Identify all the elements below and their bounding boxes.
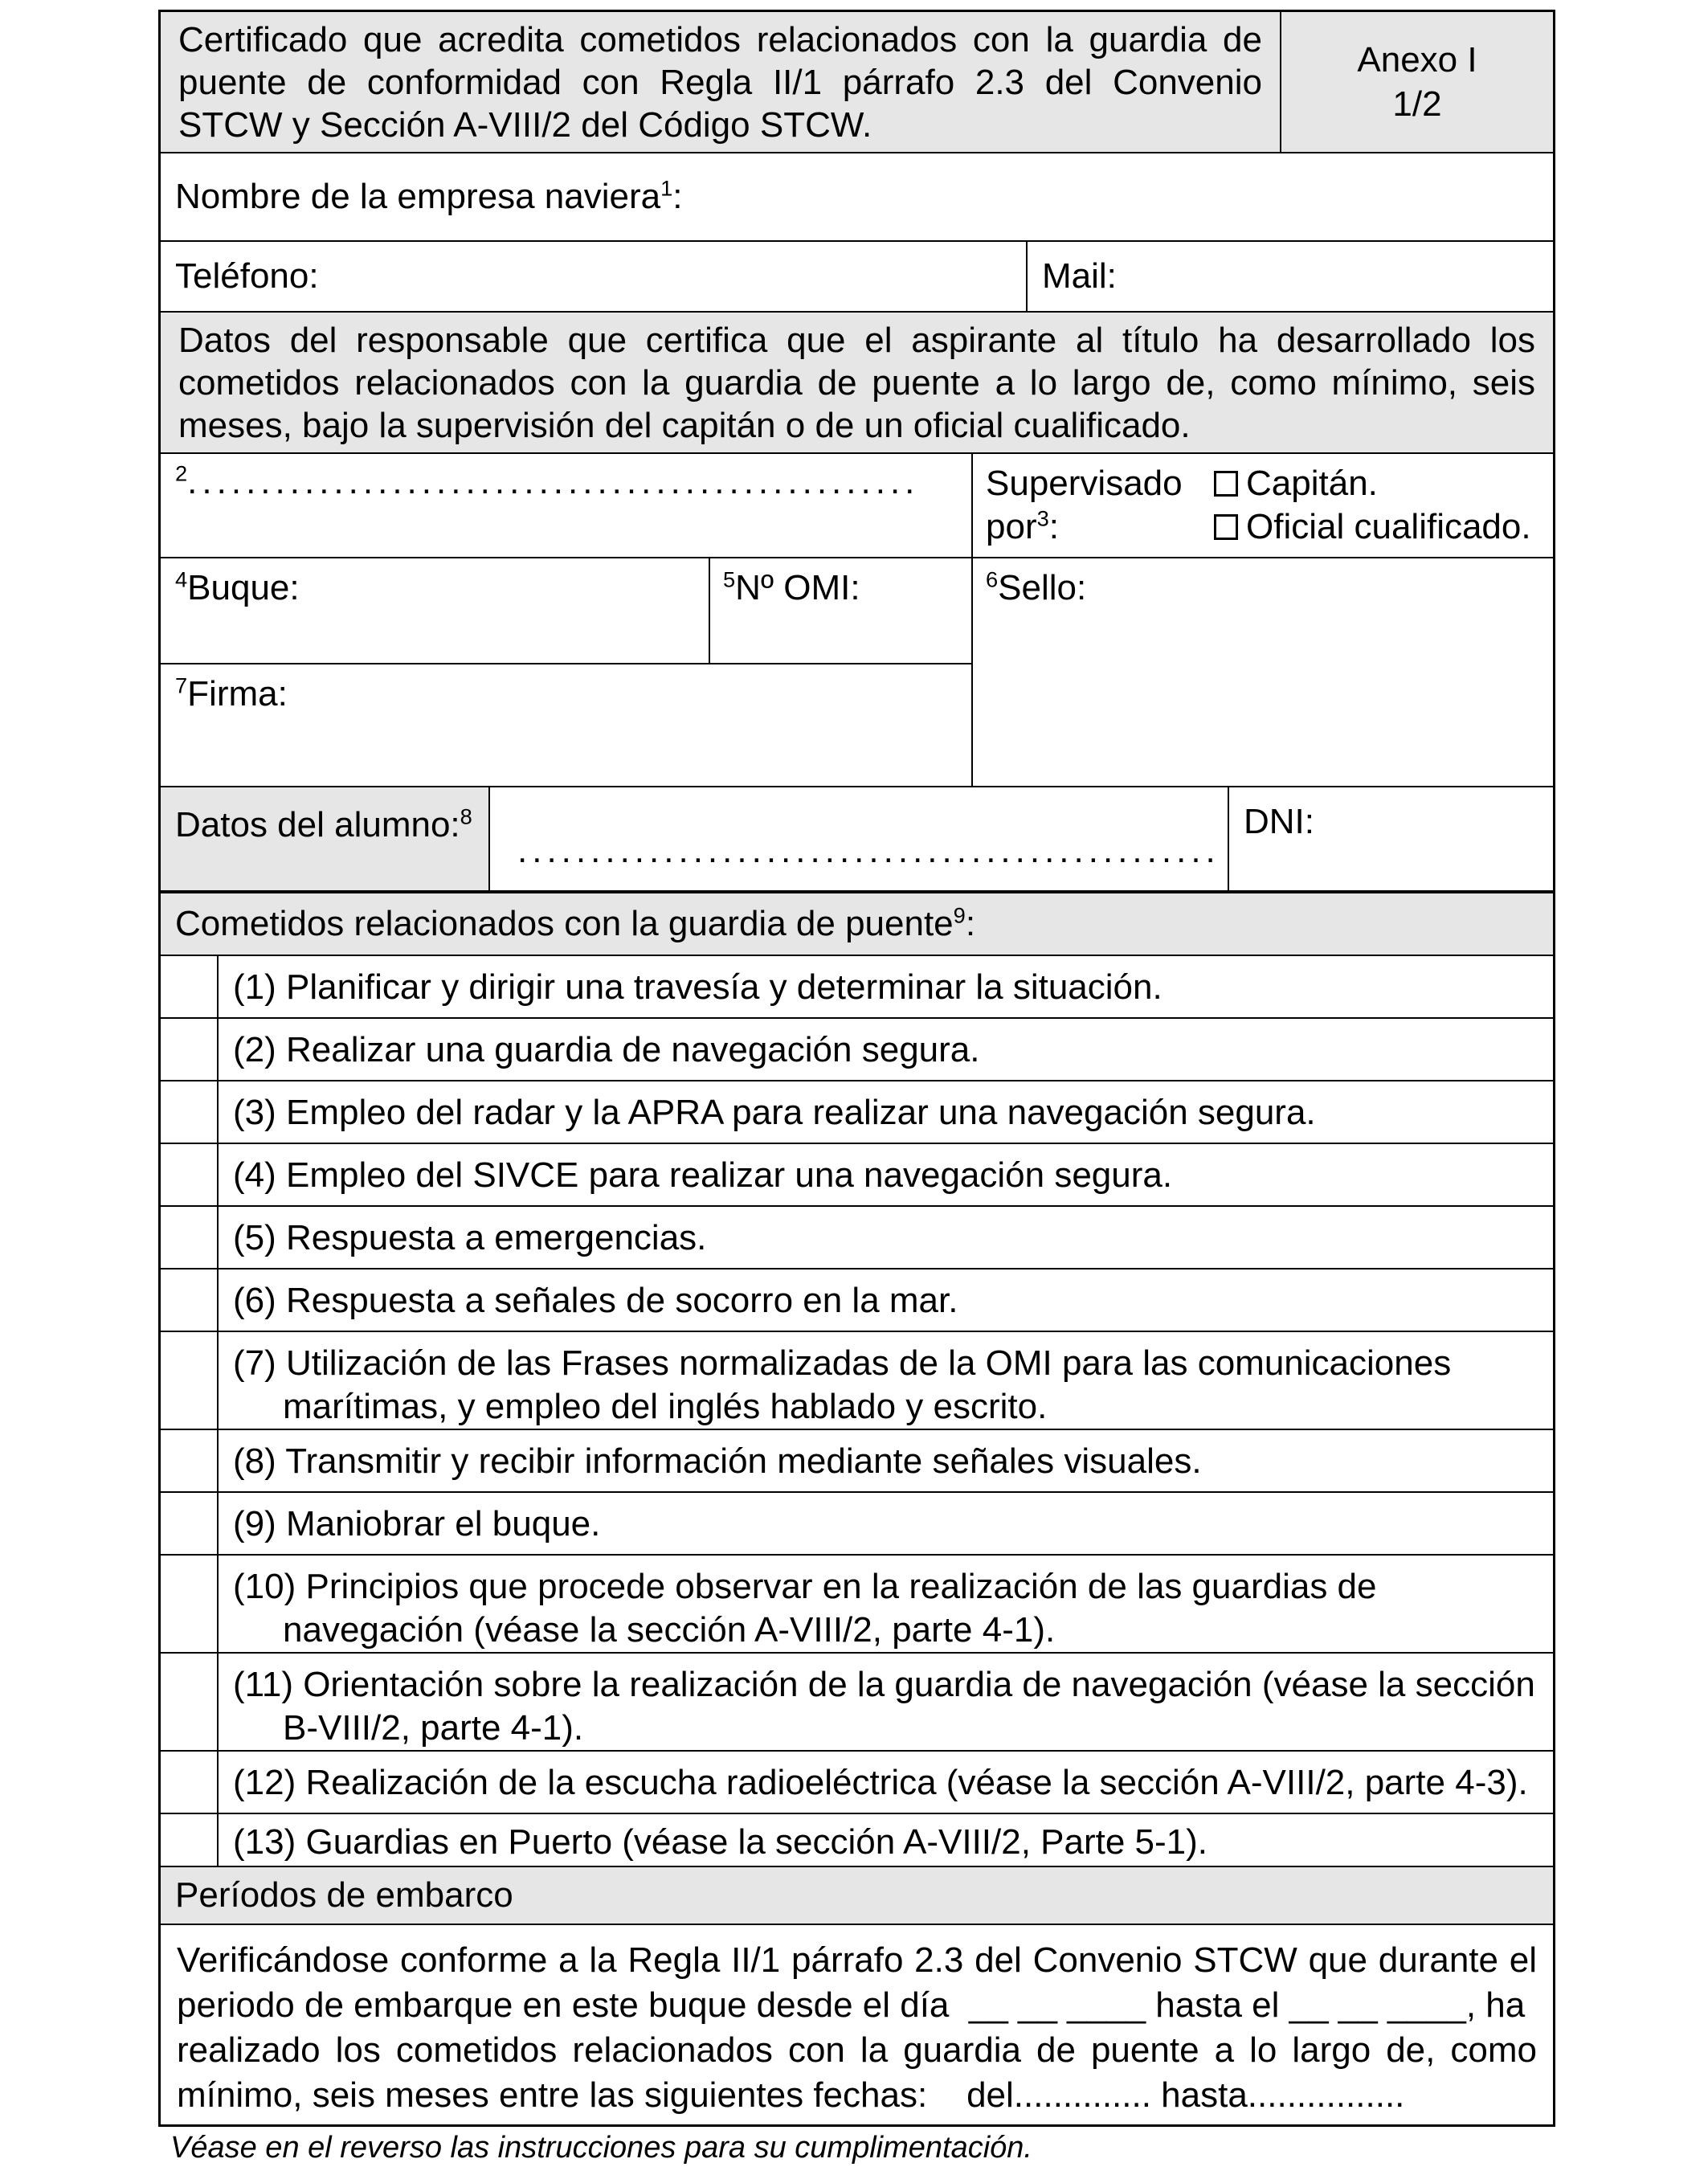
student-name-dotted-line: ................................................: [517, 831, 1220, 870]
signature-field: [161, 663, 971, 786]
duty-item-4: (4) Empleo del SIVCE para realizar una navegación segura.: [217, 1144, 1553, 1205]
student-name-field: [488, 787, 1228, 890]
boarding-paragraph: Verificándose conforme a la Regla II/1 párrafo 2.3 del Convenio STCW que durante el periodo de embarque en este buque desde el día __ __ ____ hasta el __ __ ____, ha realizado los cometidos relacionados con la guardia de puente a lo largo de, como mínimo, seis meses entre las siguientes fechas: del.............. hasta................: [177, 1940, 1537, 2115]
mail-label: Mail:: [1042, 256, 1117, 296]
imo-label: Nº OMI:: [735, 568, 860, 607]
duty-item-9: (9) Maniobrar el buque.: [217, 1493, 1553, 1554]
duty-item-7: (7) Utilización de las Frases normalizadas de la OMI para las comunicaciones marítimas, y empleo del inglés hablado y escrito.: [217, 1332, 1553, 1429]
duty-row-10: [161, 1554, 1553, 1652]
footnote-marker-8: 8: [460, 803, 472, 829]
company-name-label: Nombre de la empresa naviera$^1$:: [175, 175, 683, 216]
duty-row-2: [161, 1017, 1553, 1080]
phone-label: Teléfono:: [175, 256, 319, 296]
footnote-marker-7: 7: [175, 673, 188, 698]
duty-item-13: (13) Guardias en Puerto (véase la sección A-VIII/2, Parte 5-1).: [217, 1814, 1553, 1866]
footnote-marker-3: 3: [1036, 505, 1049, 531]
student-row: [161, 786, 1553, 890]
responsible-note-row: [161, 311, 1553, 452]
duty-item-6: (6) Respuesta a señales de socorro en la mar.: [217, 1269, 1553, 1331]
duty-mark-cell-5[interactable]: [161, 1207, 217, 1268]
supervised-by-cell: [971, 454, 1553, 557]
duty-item-11: (11) Orientación sobre la realización de la guardia de navegación (véase la sección B-VIII/2, parte 4-1).: [217, 1654, 1553, 1750]
supervisor-options: [1214, 462, 1553, 549]
ship-field: [161, 558, 709, 663]
duties-header-row: [161, 890, 1553, 955]
duty-mark-cell-3[interactable]: [161, 1081, 217, 1143]
annex-page: 1/2: [1392, 84, 1442, 124]
captain-label: Capitán.: [1246, 464, 1378, 503]
seal-field: [971, 558, 1553, 786]
option-qualified-officer: [1214, 505, 1553, 549]
duty-item-3: (3) Empleo del radar y la APRA para realizar una navegación segura.: [217, 1081, 1553, 1143]
boarding-header-row: [161, 1866, 1553, 1924]
ship-imo-row: [161, 558, 971, 663]
duties-title: Cometidos relacionados con la guardia de puente$^9$:: [161, 893, 1553, 955]
company-row: [161, 152, 1553, 240]
duty-item-2: (2) Realizar una guardia de navegación segura.: [217, 1019, 1553, 1080]
dni-field: [1228, 787, 1553, 890]
duty-row-3: [161, 1080, 1553, 1143]
header-row: [161, 12, 1553, 152]
annex-name: Anexo I: [1357, 40, 1477, 80]
duty-mark-cell-13[interactable]: [161, 1814, 217, 1866]
reverse-instructions-note: Véase en el reverso las instrucciones para su cumplimentación.: [170, 2131, 1032, 2165]
ship-label: Buque:: [187, 568, 300, 607]
footnote-marker-9: 9: [953, 902, 966, 928]
duty-item-8: (8) Transmitir y recibir información mediante señales visuales.: [217, 1430, 1553, 1491]
duty-row-7: [161, 1331, 1553, 1429]
duty-item-1: (1) Planificar y dirigir una travesía y determinar la situación.: [217, 956, 1553, 1017]
duty-row-5: [161, 1205, 1553, 1268]
mail-field: [1026, 242, 1553, 311]
duty-mark-cell-1[interactable]: [161, 956, 217, 1017]
duty-mark-cell-8[interactable]: [161, 1430, 217, 1491]
footnote-marker-5: 5: [723, 566, 736, 592]
boarding-title: Períodos de embarco: [161, 1867, 1553, 1924]
duty-mark-cell-9[interactable]: [161, 1493, 217, 1554]
title-line-1: Certificado que acredita cometidos relacionados con la guardia de: [178, 19, 1262, 59]
qualified-officer-label: Oficial cualificado.: [1246, 507, 1531, 546]
duty-row-1: [161, 955, 1553, 1017]
footnote-marker-1: 1: [660, 175, 673, 201]
duty-item-10: (10) Principios que procede observar en la realización de las guardias de navegación (véase la sección A-VIII/2, parte 4-1).: [217, 1556, 1553, 1652]
responsible-note: Datos del responsable que certifica que el aspirante al título ha desarrollado los cometidos relacionados con la guardia de puente a lo largo de, como mínimo, seis meses, bajo la supervisión del capitán o de un oficial cualificado.: [161, 313, 1553, 452]
certificate-form: [158, 10, 1555, 2127]
duty-mark-cell-4[interactable]: [161, 1144, 217, 1205]
option-captain: [1214, 462, 1553, 505]
seal-label: Sello:: [998, 568, 1087, 607]
duty-row-8: [161, 1429, 1553, 1491]
vessel-block: [161, 557, 1553, 786]
title-line-2: puente de conformidad con Regla II/1 párrafo 2.3 del Convenio: [178, 62, 1262, 102]
contact-row: [161, 240, 1553, 311]
duty-row-6: [161, 1268, 1553, 1331]
duty-mark-cell-10[interactable]: [161, 1556, 217, 1652]
footnote-marker-2: 2: [175, 460, 188, 486]
vessel-left-column: [161, 558, 971, 786]
phone-field: [161, 242, 1026, 311]
duty-mark-cell-11[interactable]: [161, 1654, 217, 1750]
dni-label: DNI:: [1244, 802, 1314, 841]
signature-label: Firma:: [187, 674, 288, 713]
annex-label: [1280, 12, 1553, 152]
boarding-paragraph-row: [161, 1924, 1553, 2124]
imo-field: [709, 558, 971, 663]
duty-item-12: (12) Realización de la escucha radioeléctrica (véase la sección A-VIII/2, parte 4-3).: [217, 1752, 1553, 1813]
responsible-name-dotted-line: ..................................................: [187, 462, 920, 501]
qualified-officer-checkbox[interactable]: [1214, 514, 1238, 540]
title-line-3: STCW y Sección A-VIII/2 del Código STCW.: [178, 104, 872, 145]
duty-row-9: [161, 1491, 1553, 1554]
duty-row-12: [161, 1750, 1553, 1813]
duty-mark-cell-6[interactable]: [161, 1269, 217, 1331]
footnote-marker-4: 4: [175, 566, 188, 592]
footnote-marker-6: 6: [986, 566, 999, 592]
duty-mark-cell-12[interactable]: [161, 1752, 217, 1813]
duty-row-4: [161, 1143, 1553, 1205]
responsible-name-field: [161, 454, 971, 557]
captain-checkbox[interactable]: [1214, 471, 1238, 497]
supervised-row: [161, 452, 1553, 557]
duty-row-13: [161, 1813, 1553, 1866]
duty-row-11: [161, 1652, 1553, 1750]
supervised-by-label: Supervisado por$^3$:: [986, 464, 1183, 546]
duty-mark-cell-7[interactable]: [161, 1332, 217, 1429]
duty-item-5: (5) Respuesta a emergencias.: [217, 1207, 1553, 1268]
duty-mark-cell-2[interactable]: [161, 1019, 217, 1080]
certificate-title: [161, 12, 1280, 152]
student-data-label: Datos del alumno:$^8$: [161, 787, 488, 890]
